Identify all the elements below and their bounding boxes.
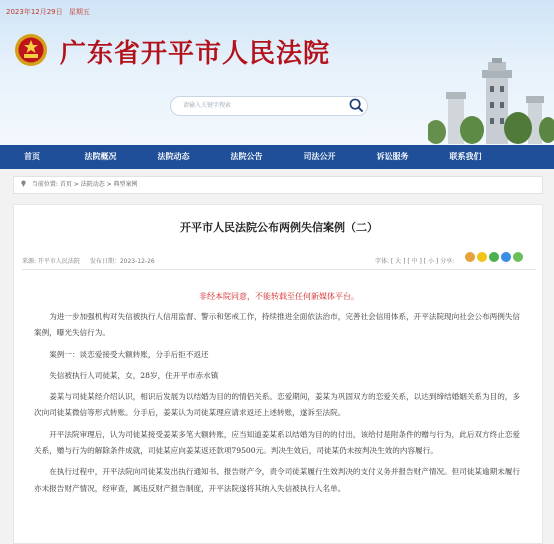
date-text: 2023年12月29日 xyxy=(6,8,63,16)
breadcrumb xyxy=(13,176,543,194)
nav-item-court-announcements[interactable]: 法院公告 xyxy=(230,152,263,161)
qq-icon[interactable] xyxy=(501,252,511,262)
nav-item-home[interactable]: 首页 xyxy=(24,152,40,161)
diaolou-building-illustration xyxy=(428,58,554,144)
share-bar xyxy=(465,252,525,262)
weibo-icon[interactable] xyxy=(465,252,475,262)
paragraph-defendant: 失信被执行人司徒某，女，28岁，住开平市赤水镇 xyxy=(49,370,219,380)
nav-item-litigation-service[interactable]: 诉讼服务 xyxy=(376,152,409,161)
paragraph-judgment: 开平法院审理后，认为司徒某接受姜某多笔大额转账，应当知道姜某系以结婚为目的的付出，该给付是附条件的赠与行为，此后双方终止恋爱关系，赠与行为的解除条件成就，司徒某应向姜某返还款项79500元。判决生效后，司徒某仍未按判决生效的内容履行。 xyxy=(34,429,520,456)
nav-item-judicial-openness[interactable]: 司法公开 xyxy=(303,152,336,161)
nav-item-court-overview[interactable]: 法院概况 xyxy=(84,152,117,161)
main-nav xyxy=(0,145,554,169)
article-body xyxy=(34,309,524,502)
meta-divider xyxy=(22,269,536,270)
copyright-notice: 非经本院同意，不能转载至任何新媒体平台。 xyxy=(199,292,359,301)
breadcrumb-prefix: 当前位置: xyxy=(31,181,58,188)
site-header xyxy=(0,0,554,145)
search-input[interactable]: 请输入关键字搜索 xyxy=(170,96,368,116)
weekday-text: 星期五 xyxy=(68,8,90,16)
article-title: 开平市人民法院公布两例失信案例（二） xyxy=(180,221,378,234)
paragraph-enforcement: 在执行过程中，开平法院向司徒某发出执行通知书、报告财产令，责令司徒某履行生效判决的支付义务并报告财产情况。但司徒某逾期未履行亦未报告财产情况，经审查，属违反财产报告制度，开平法院遂将其纳入失信被执行人名单。 xyxy=(34,467,520,493)
site-title[interactable]: 广东省开平市人民法院 xyxy=(60,39,331,69)
date-bar xyxy=(6,7,94,17)
location-icon xyxy=(20,180,27,187)
article-panel xyxy=(13,204,543,544)
wechat-icon[interactable] xyxy=(489,252,499,262)
article-date: 发布日期：2023-12-26 xyxy=(89,258,155,265)
paragraph-case-heading: 案例一：谈恋爱接受大额转账，分手后拒不返还 xyxy=(49,349,209,359)
court-emblem-icon xyxy=(14,33,48,67)
paragraph-facts: 姜某与司徒某经介绍认识，相识后发展为以结婚为目的的情侣关系。恋爱期间，姜某为巩固双方的恋爱关系，以达到缔结婚姻关系为目的，多次向司徒某微信等形式转账。分手后，姜某认为司徒某理应请求返还上述转账，遂诉至法院。 xyxy=(34,392,520,418)
nav-item-contact-us[interactable]: 联系我们 xyxy=(449,152,482,161)
article-meta xyxy=(22,256,163,265)
nav-item-court-news[interactable]: 法院动态 xyxy=(157,152,190,161)
paragraph-intro: 为进一步加强机构对失信被执行人信用监督、警示和惩戒工作，持续推进全面依法治市，完善社会信用体系，开平法院现向社会公布两例失信案例，曝光失信行为。 xyxy=(34,312,520,338)
qzone-icon[interactable] xyxy=(477,252,487,262)
breadcrumb-path[interactable]: 首页 > 法院动态 > 典型案例 xyxy=(59,181,138,188)
douban-icon[interactable] xyxy=(513,252,523,262)
article-source: 来源: 开平市人民法院 xyxy=(22,258,80,265)
font-size-controls[interactable]: 字体: [ 大 ] [ 中 ] [ 小 ] 分享: xyxy=(375,258,455,265)
search-icon[interactable] xyxy=(349,98,364,113)
